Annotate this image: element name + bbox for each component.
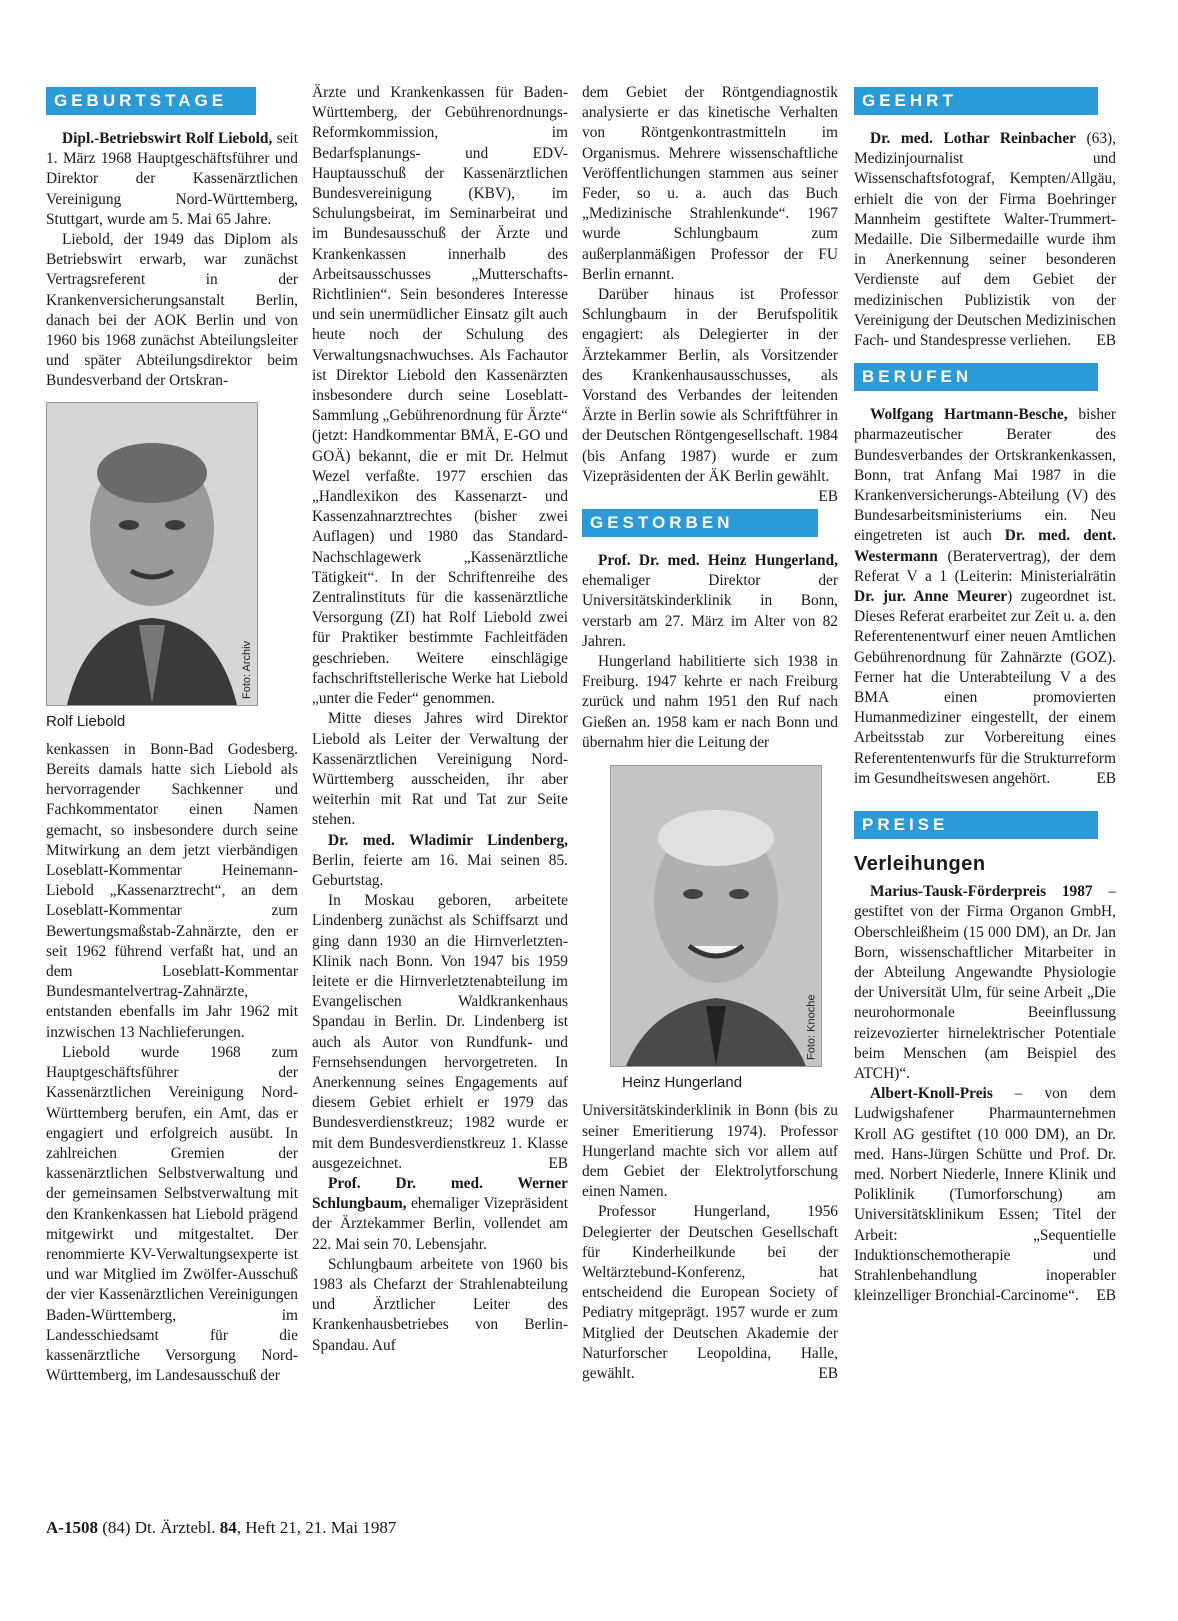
column-3 bbox=[582, 83, 838, 1515]
name-westermann: Dr. med. dent. Westermann bbox=[854, 527, 1116, 565]
paragraph-hungerland-klinik: Universitätskinderklinik in Bonn (bis zu seiner Emeritierung 1974). Professor Hungerland machte sich vor allem auf dem Gebiet der Elektrolytforschung einen Namen. bbox=[582, 1102, 838, 1201]
paragraph-schlungbaum-cont: dem Gebiet der Röntgendiagnostik analysierte er das kinetische Verhalten von Röntgenkontrastmitteln im Organismus. Mehrere wissenschaftliche Veröffentlichungen stammen aus seiner Feder, so u. a. auch das Buch „Medizinische Strahlenkunde“. 1967 wurde Schlungbaum zum außerplanmäßigen Professor der FU Berlin ernannt. bbox=[582, 84, 838, 283]
photo-heinz-hungerland bbox=[610, 765, 822, 1067]
name-rolf-liebold: Dipl.-Betriebswirt Rolf Liebold, bbox=[62, 130, 273, 147]
page-number: A-1508 bbox=[46, 1518, 98, 1537]
award-tausk: Marius-Tausk-Förderpreis 1987 bbox=[870, 883, 1093, 901]
photo-credit: Foto: Knoche bbox=[805, 994, 817, 1061]
column-4 bbox=[854, 83, 1116, 1515]
portrait-image bbox=[611, 766, 821, 1066]
paragraph-schlungbaum-politik: Darüber hinaus ist Professor Schlungbaum in der Berufspolitik engagiert: als Delegierter in der Ärztekammer Berlin, als Vorsitzender des Krankenhausausschusses, als Vorstand des Verbandes der leitenden Ärzte in Berlin sowie als Schriftführer in der Deutschen Röntgengesellschaft. 1984 (bis Anfang 1987) wurde er zum Vizepräsidenten der ÄK Berlin gewählt. EB bbox=[582, 285, 838, 487]
author-mark: EB bbox=[548, 1154, 568, 1172]
author-mark: EB bbox=[1096, 1287, 1116, 1305]
name-lindenberg: Dr. med. Wladimir Lindenberg, bbox=[328, 831, 568, 849]
paragraph-knoll-preis: Albert-Knoll-Preis – von dem Ludwigshafener Pharmaunternehmen Kroll AG gestiftet (10 000 DM), an Dr. med. Hans-Jürgen Schütte und Prof. Dr. med. Norbert Niederle, Innere Klinik und Poliklinik (Tumorforschung) am Universitätsklinikum Essen; Titel der Arbeit: „Sequentielle Induktionschemotherapie und Strahlenbehandlung inoperabler kleinzelliger Bronchial-Carcinome“. EB bbox=[854, 1084, 1116, 1306]
award-knoll: Albert-Knoll-Preis bbox=[870, 1085, 993, 1103]
paragraph-lindenberg-career: In Moskau geboren, arbeitete Lindenberg zunächst als Schiffsarzt und ging dann 1930 an die Hirnverletzten-Klinik nach Bonn. Von 1947 bis 1959 leitete er die Hirnverletztenabteilung im Evangelischen Waldkrankenhaus Spandau in Berlin. Dr. Lindenberg ist auch als Autor von Rundfunk- und Fernsehsendungen hervorgetreten. In Anerkennung seines Engagements auf diesem Gebiet erhielt er 1979 das Bundesverdienstkreuz; 1982 wurde er mit dem Bundesverdienstkreuz 1. Klasse ausgezeichnet. EB bbox=[312, 891, 568, 1174]
section-preise: PREISE bbox=[854, 811, 1098, 839]
column-2 bbox=[312, 83, 568, 1515]
paragraph-hungerland-career: Hungerland habilitierte sich 1938 in Freiburg. 1947 kehrte er nach Freiburg zurück und nahm 1951 den Ruf nach Gießen an. 1958 kam er nach Bonn und übernahm hier die Leitung der bbox=[582, 653, 838, 751]
name-meurer: Dr. jur. Anne Meurer bbox=[854, 588, 1008, 606]
author-mark: EB bbox=[1096, 769, 1116, 787]
section-berufen: BERUFEN bbox=[854, 363, 1098, 391]
photo-credit: Foto: Archiv bbox=[241, 640, 253, 699]
paragraph-hungerland-society: Professor Hungerland, 1956 Delegierter der Deutschen Gesellschaft für Kinderheilkunde bei der Weltärztebund-Konferenz, hat entscheidend die European Society of Pediatry mitgeprägt. 1957 wurde er zum Mitglied der Deutschen Akademie der Naturforscher Leopoldina, Halle, gewählt. EB bbox=[582, 1202, 838, 1384]
name-hartmann-besche: Wolfgang Hartmann-Besche, bbox=[870, 406, 1068, 424]
paragraph-liebold-cont: Ärzte und Krankenkassen für Baden-Württemberg, der Gebührenordnungs-Reformkommission, im Bedarfsplanungs- und EDV-Hauptausschuß der Kassenärztlichen Bundesvereinigung (KBV), im Schulungsbeirat, im Seminarbeirat und im Bundesausschuß der Ärzte und Krankenkassen innerhalb des Arbeitsausschusses „Mutterschafts-Richtlinien“. Sein besonderes Interesse und sein unermüdlicher Einsatz gilt auch heute noch der Schulung des Verwaltungsnachwuchses. Als Fachautor ist Direktor Liebold den Kassenärzten insbesondere durch seine Loseblatt-Sammlung „Gebührenordnung für Ärzte“ (jetzt: Handkommentar BMÄ, E-GO und GOÄ) bekannt, die er mit Dr. Helmut Wezel verfaßte. 1977 erschien das „Handlexikon des Kassenarzt- und Kassenzahnarztrechtes (bisher zwei Auflagen) und 1980 das Standard-Nachschlagewerk „Kassenärztliche Tätigkeit“. In der Schriftenreihe des Zentralinstituts für die kassenärztliche Versorgung (ZI) hat Rolf Liebold zwei für Praktiker bestimmte Fachleitfäden geschrieben. Weitere einschlägige fachschriftstellerische Werke hat Liebold „unter die Feder“ genommen. bbox=[312, 84, 568, 708]
paragraph-lindenberg-intro: Dr. med. Wladimir Lindenberg, Berlin, feierte am 16. Mai seinen 85. Geburtstag. bbox=[312, 831, 568, 889]
name-hungerland: Prof. Dr. med. Heinz Hungerland, bbox=[598, 552, 838, 570]
paragraph-reinbacher: Dr. med. Lothar Reinbacher (63), Medizinjournalist und Wissenschaftsfotograf, Kempten/Allgäu, erhielt die von der Firma Boehringer Mannheim gestiftete Walter-Trummert-Medaille. Die Silbermedaille wurde ihm in Anerkennung seiner besonderen Verdienste auf dem Gebiet der medizinischen Publizistik von der Vereinigung der Deutschen Medizinischen Fach- und Standespresse verliehen. EB bbox=[854, 129, 1116, 351]
portrait-image bbox=[47, 403, 257, 705]
section-geehrt: GEEHRT bbox=[854, 87, 1098, 115]
paragraph-liebold-gremien: Liebold wurde 1968 zum Hauptgeschäftsführer der Kassenärztlichen Vereinigung Nord-Württemberg berufen, ein Amt, das er engagiert und erfolgreich ausübt. In zahlreichen Gremien der kassenärztlichen Selbstverwaltung und der gemeinsamen Selbstverwaltung mit den Krankenkassen hat Liebold prägend mitgewirkt und mitgestaltet. Der renommierte KV-Verwaltungsexperte ist und war Mitglied im Zwölfer-Ausschuß der vier Kassenärztlichen Vereinigungen Baden-Württemberg, im Landesschiedsamt für die kassenärztliche Versorgung Nord-Württemberg, im Landesausschuß der bbox=[46, 1043, 298, 1385]
paragraph-tausk-preis: Marius-Tausk-Förderpreis 1987 – gestiftet von der Firma Organon GmbH, Oberschleißheim (15 000 DM), an Dr. Jan Born, wissenschaftlicher Mitarbeiter in der Abteilung Angewandte Physiologie der Universität Ulm, für seine Arbeit „Die neurohormonale Beeinflussung reizevozierter hirnelektrischer Potentiale beim Menschen (am Beispiel des ATCH)“. bbox=[854, 883, 1116, 1082]
page-footer: A-1508 (84) Dt. Ärztebl. 84, Heft 21, 21. Mai 1987 bbox=[46, 1518, 397, 1537]
photo-caption: Rolf Liebold bbox=[46, 712, 126, 730]
section-geburtstage: GEBURTSTAGE bbox=[46, 87, 256, 115]
author-mark: EB bbox=[1096, 332, 1116, 350]
author-mark: EB bbox=[818, 1364, 838, 1382]
paragraph-liebold-kommentar: kenkassen in Bonn-Bad Godesberg. Bereits damals hatte sich Liebold als hervorragender Sachkenner und Fachkommentator einen Namen gemacht, so insbesondere durch seine Mitwirkung an dem jetzt vierbändigen Loseblatt-Kommentar Heinemann-Liebold „Kassenarztrecht“, an dem Loseblatt-Kommentar zum Bewertungsmaßstab-Zahnärzte, den er seit 1962 führend verfaßt hat, und an dem Loseblatt-Kommentar Bundesmantelvertrag-Zahnärzte, entstanden ebenfalls im Jahr 1962 mit inzwischen 13 Nachlieferungen. bbox=[46, 740, 298, 1041]
paragraph-hungerland-intro: Prof. Dr. med. Heinz Hungerland, ehemaliger Direktor der Universitätskinderklinik in Bonn, verstarb am 27. März im Alter von 82 Jahren. bbox=[582, 552, 838, 650]
name-schlungbaum: Prof. Dr. med. Werner Schlungbaum, bbox=[312, 1174, 568, 1213]
paragraph-liebold-intro: Dipl.-Betriebswirt Rolf Liebold, seit 1. März 1968 Hauptgeschäftsführer und Direktor der Kassenärztlichen Vereinigung Nord-Württemberg, Stuttgart, wurde am 5. Mai 65 Jahre. bbox=[46, 130, 298, 228]
paragraph-schlungbaum-intro: Prof. Dr. med. Werner Schlungbaum, ehemaliger Vizepräsident der Ärztekammer Berlin, vollendet am 22. Mai sein 70. Lebensjahr. bbox=[312, 1174, 568, 1253]
section-gestorben: GESTORBEN bbox=[582, 509, 818, 537]
paragraph-hartmann-besche: Wolfgang Hartmann-Besche, bisher pharmazeutischer Berater des Bundesverbandes der Ortskrankenkassen, Bonn, trat Anfang Mai 1987 in die Krankenversicherungs-Abteilung (V) des Bundesarbeitsministeriums ein. Neu eingetreten ist auch Dr. med. dent. Westermann (Beratervertrag), der dem Referat V a 1 (Leiterin: Ministerialrätin Dr. jur. Anne Meurer) zugeordnet ist. Dieses Referat erarbeitet zur Zeit u. a. den Referentenentwurf einer neuen Amtlichen Gebührenordnung für Zahnärzte (GOZ). Ferner hat die Unterabteilung V a des BMA einen promovierten Humanmediziner eingestellt, der einem Arbeitsstab zur Vorbereitung eines Referententenwurfs für die Strukturreform im Gesundheitswesen angehört. EB bbox=[854, 405, 1116, 789]
volume-number: 84 bbox=[219, 1518, 237, 1537]
photo-rolf-liebold bbox=[46, 402, 258, 706]
paragraph-liebold-career: Liebold, der 1949 das Diplom als Betriebswirt erwarb, war zunächst Vertragsreferent in der Krankenversicherungsanstalt Berlin, danach bei der AOK Berlin und von 1960 bis 1968 zunächst Abteilungsleiter und später Abteilungsdirektor beim Bundesverband der Ortskran- bbox=[46, 231, 298, 390]
subheading-verleihungen: Verleihungen bbox=[854, 853, 986, 876]
paragraph-schlungbaum-career: Schlungbaum arbeitete von 1960 bis 1983 als Chefarzt der Strahlenabteilung und Ärztlicher Leiter des Krankenhausbetriebes von Berlin-Spandau. Auf bbox=[312, 1255, 568, 1354]
paragraph-liebold-end: Mitte dieses Jahres wird Direktor Liebold als Leiter der Verwaltung der Kassenärztlichen Vereinigung Nord-Württemberg ausscheiden, ihr aber weiterhin mit Rat und Tat zur Seite stehen. bbox=[312, 710, 568, 829]
author-mark: EB bbox=[818, 488, 838, 506]
column-1 bbox=[46, 83, 298, 1515]
photo-caption: Heinz Hungerland bbox=[622, 1074, 743, 1092]
name-reinbacher: Dr. med. Lothar Reinbacher bbox=[870, 130, 1076, 147]
